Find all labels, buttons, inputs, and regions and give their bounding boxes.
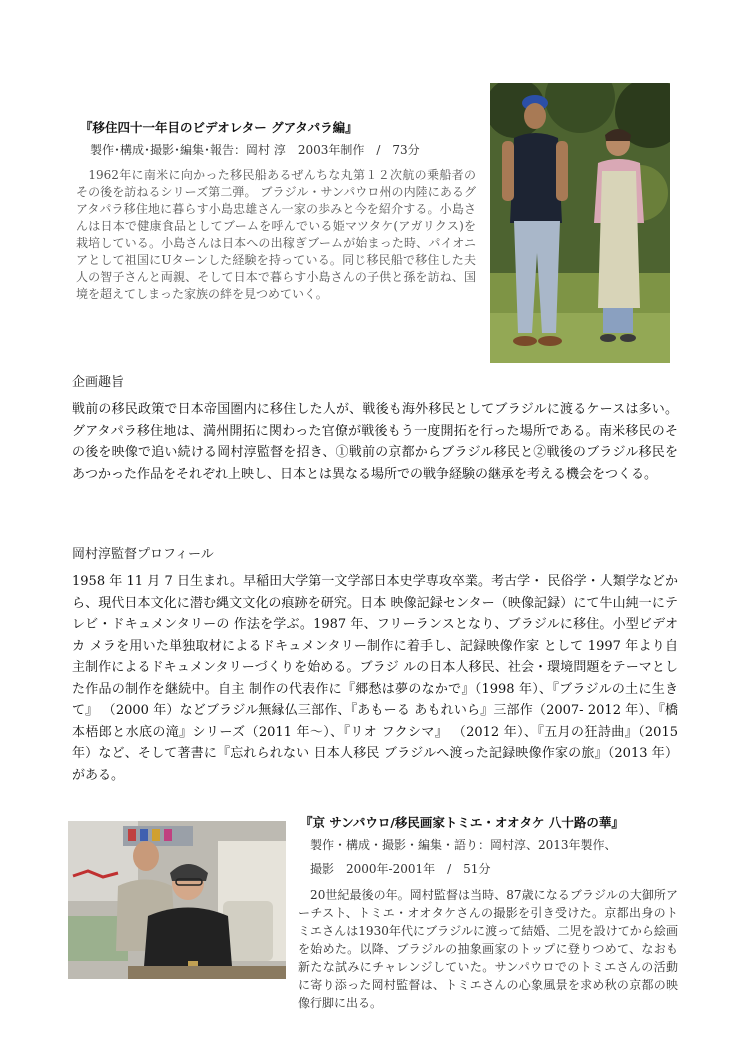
film-credit-guatapara: 製作･構成･撮影･編集･報告：岡村 淳 2003年制作 / 73分 <box>90 143 420 157</box>
film-title-tomie: 『京 サンパウロ/移民画家トミエ・オオタケ 八十路の華』 <box>300 815 624 830</box>
film-credit-tomie-1: 製作・構成・撮影・編集・語り：岡村淳、2013年製作、 <box>310 838 617 852</box>
couple-photo-illustration <box>490 83 670 363</box>
artist-photo-illustration <box>68 821 286 979</box>
couple-photo <box>490 83 670 363</box>
film-synopsis-guatapara: 1962年に南米に向かった移民船あるぜんちな丸第１２次航の乗船者のその後を訪ねるシリーズ第二弾。 ブラジル・サンパウロ州の内陸にあるグアタパラ移住地に暮らす小島忠雄さん一家の歩みと今を紹介する。小島さんは日本で健康食品としてブームを呼んでいる姫マツタケ(アガリクス)を栽培している。小島さんは日本への出稼ぎブームが始まった時、パイオニアとして祖国にUターンした経験を持っている。同じ移民船で移住した夫人の智子さんと両親、そして日本で暮らす小島さんの子供と孫を訪ね、国境を超えてしまった家族の絆を見つめていく。 <box>76 168 476 301</box>
film-synopsis-tomie: 20世紀最後の年。岡村監督は当時、87歳になるブラジルの大御所アーチスト、トミエ・オオタケさんの撮影を引き受けた。京都出身のトミエさんは1930年代にブラジルに渡って結婚、二児を設けてから絵画を始めた。以降、ブラジルの抽象画家のトップに登りつめて、なおも新たな試みにチャレンジしていた。サンパウロでのトミエさんの活動に寄り添った岡村監督は、トミエさんの心象風景を求め秋の京都の映像行脚に出る。 <box>298 888 678 1010</box>
profile-body: 1958 年 11 月 7 日生まれ。早稲田大学第一文学部日本史学専攻卒業。考古学・ 民俗学・人類学などから、現代日本文化に潜む縄文文化の痕跡を研究。日本 映像記録センター（映像記録）にて牛山純一にテレビ・ドキュメンタリーの 作法を学ぶ。1987 年、フリーランスとなり、ブラジルに移住。小型ビデオカ メラを用いた単独取材によるドキュメンタリー制作に着手し、記録映像作家 として 1997 年より自主制作によるドキュメンタリーづくりを始める。ブラジ ルの日本人移民、社会・環境問題をテーマとした作品の制作を継続中。自主 制作の代表作に『郷愁は夢のなかで』（1998 年）、『ブラジルの土に生きて』 （2000 年）などブラジル無縁仏三部作、『あもーる あもれいら』三部作（2007- 2012 年）、『橋本梧郎と水底の滝』シリーズ（2011 年～）、『リオ フクシマ』 （2012 年）、『五月の狂詩曲』（2015 年）など、そして著書に『忘れられない 日本人移民 ブラジルへ渡った記録映像作家の旅』（2013 年）がある。 <box>72 574 678 783</box>
film-credit-tomie-2: 撮影 2000年-2001年 / 51分 <box>310 862 491 876</box>
section-heading-profile: 岡村淳監督プロフィール <box>72 547 214 562</box>
purpose-body: 戦前の移民政策で日本帝国圏内に移住した人が、戦後も海外移民としてブラジルに渡るケースは多い。グアタパラ移住地は、満州開拓に関わった官僚が戦後もう一度開拓を行った場所である。南米移民のその後を映像で追い続ける岡村淳監督を招き、①戦前の京都からブラジル移民と②戦後のブラジル移民をあつかった作品をそれぞれ上映し、日本とは異なる場所での戦争経験の継承を考える機会をつくる。 <box>72 402 678 482</box>
artist-photo <box>68 821 286 979</box>
film-title-guatapara: 『移住四十一年目のビデオレター グアタパラ編』 <box>80 120 358 135</box>
section-heading-purpose: 企画趣旨 <box>72 375 125 390</box>
